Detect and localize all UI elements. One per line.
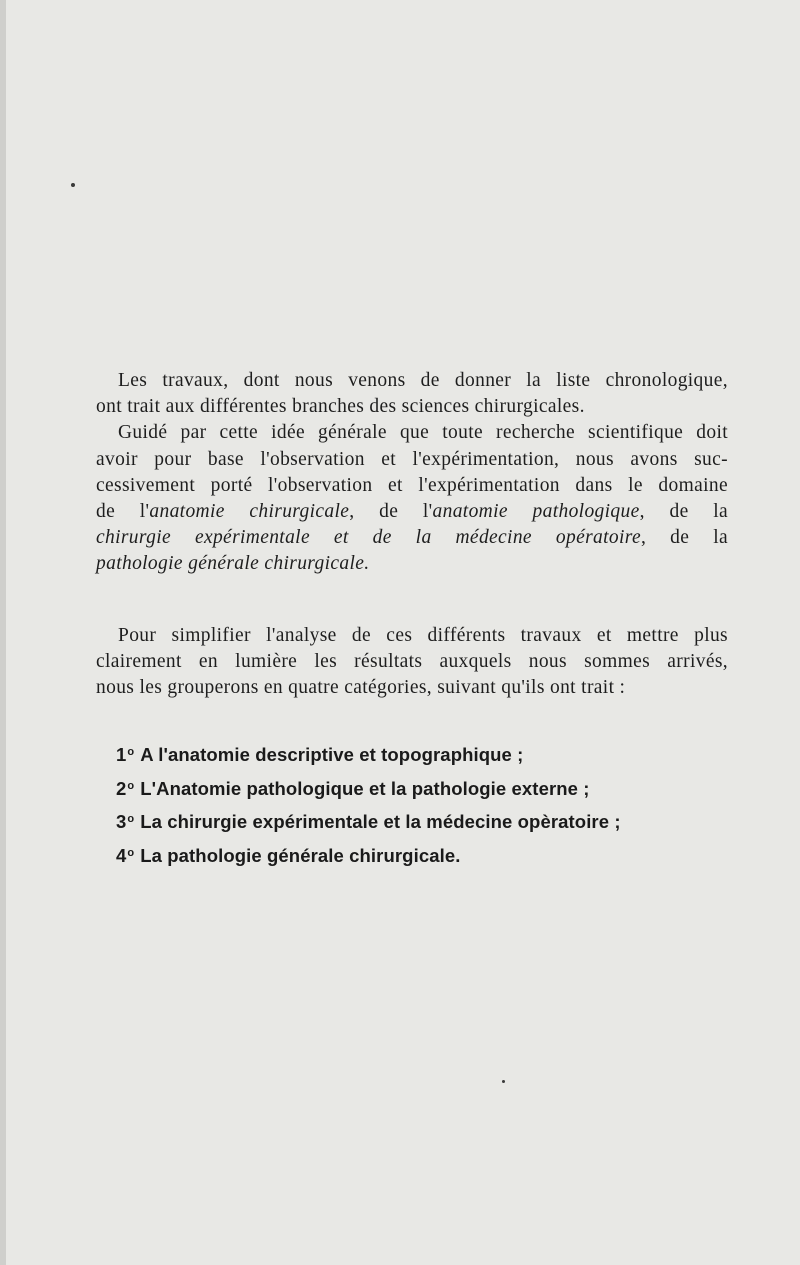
- summary-paragraph: [96, 623, 728, 702]
- category-list: [116, 737, 676, 872]
- text-line: [96, 499, 728, 525]
- item-number: 2: [116, 777, 127, 799]
- ordinal-mark: o: [127, 779, 135, 792]
- scan-speck: [71, 183, 75, 187]
- text-run: , de la: [639, 501, 728, 523]
- item-text: La pathologie générale chirurgicale.: [140, 845, 461, 867]
- list-item: [116, 838, 676, 872]
- list-item: [116, 771, 676, 805]
- text-run: , de l': [349, 501, 433, 523]
- item-number: 3: [116, 811, 127, 833]
- ordinal-mark: o: [127, 813, 135, 826]
- intro-paragraph: [96, 368, 728, 578]
- text-line: Guidé par cette idée générale que toute recherche scientifique doit: [118, 422, 728, 444]
- text-line: Pour simplifier l'analyse de ces différents travaux et mettre plus: [118, 625, 728, 646]
- text-run: , de la: [640, 527, 728, 549]
- item-text: La chirurgie expérimentale et la médecine opèratoire ;: [140, 811, 621, 833]
- scan-edge: [0, 0, 6, 1265]
- scan-speck: [502, 1080, 505, 1083]
- ordinal-mark: o: [127, 847, 135, 860]
- text-line: Les travaux, dont nous venons de donner la liste chronologique,: [118, 370, 728, 391]
- italic-term: anatomie pathologique: [432, 501, 640, 523]
- list-item: [116, 804, 676, 838]
- text-line: [96, 551, 728, 577]
- text-line: nous les grouperons en quatre catégories, suivant qu'ils ont trait :: [96, 677, 626, 699]
- text-line: avoir pour base l'observation et l'expérimentation, nous avons suc-: [96, 448, 728, 470]
- text-line: [96, 525, 728, 551]
- text-run: de l': [96, 501, 150, 523]
- italic-term: anatomie chirurgicale: [149, 501, 350, 523]
- list-item: [116, 737, 676, 771]
- item-text: L'Anatomie pathologique et la pathologie externe ;: [140, 777, 590, 799]
- item-number: 4: [116, 845, 127, 867]
- text-line: clairement en lumière les résultats auxquels nous sommes arrivés,: [96, 651, 728, 673]
- text-line: ont trait aux différentes branches des sciences chirurgicales.: [96, 396, 585, 418]
- italic-term: pathologie générale chirurgicale.: [96, 553, 370, 575]
- italic-term: chirurgie expérimentale et de la médecine opératoire: [96, 527, 641, 549]
- item-number: 1: [116, 744, 127, 765]
- text-line: cessivement porté l'observation et l'expérimentation dans le domaine: [96, 474, 728, 496]
- item-text: A l'anatomie descriptive et topographique ;: [140, 744, 524, 765]
- ordinal-mark: o: [127, 746, 135, 758]
